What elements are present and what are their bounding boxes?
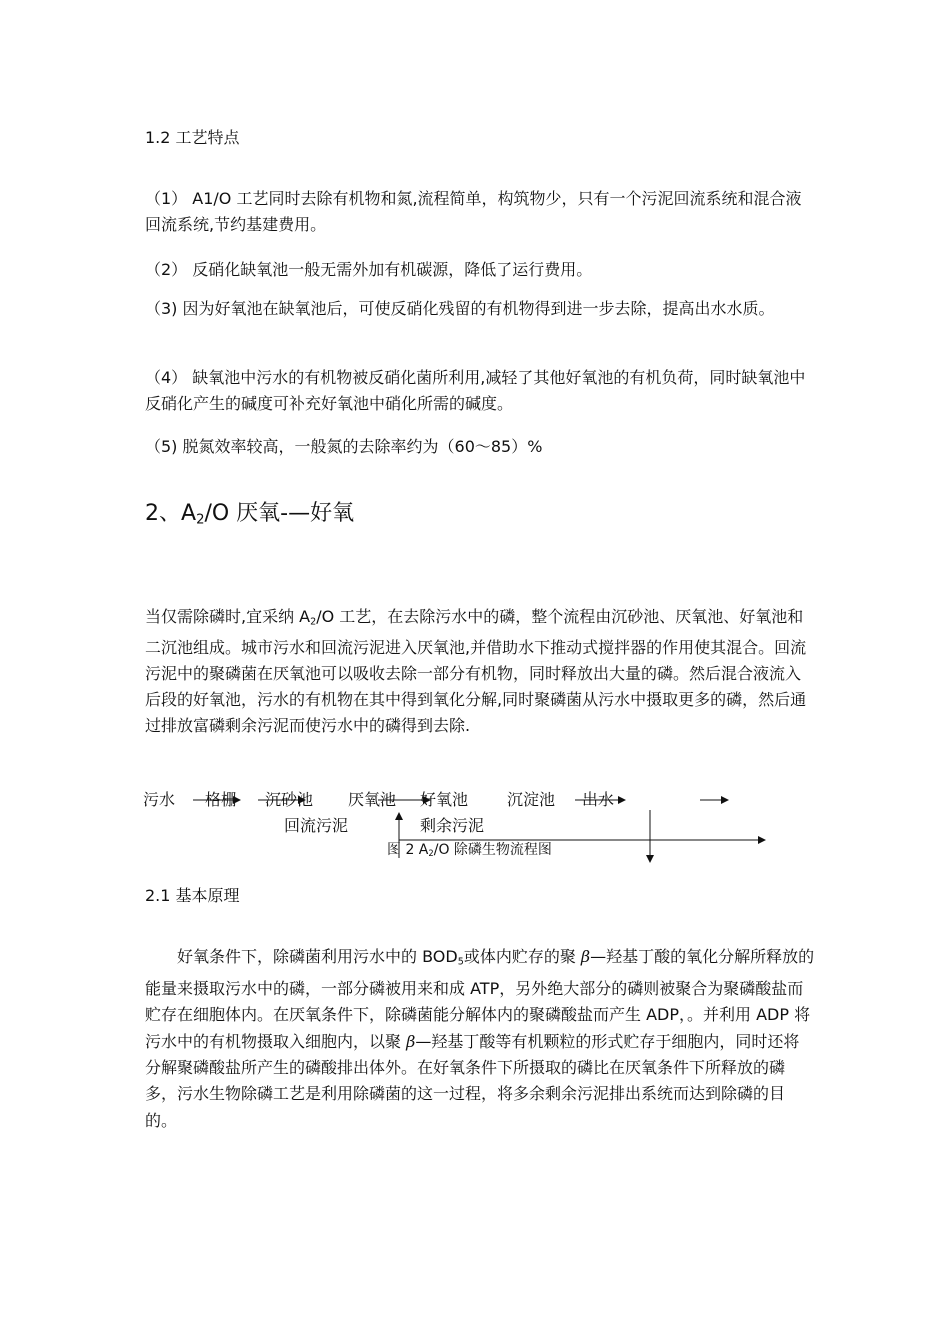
flow-node-grille: 格栅 — [205, 790, 238, 809]
figure-caption: 图 2 $A_2/O$ 除磷生物流程图 — [387, 842, 552, 859]
feature-item-1: （1） A1/O 工艺同时去除有机物和氮,流程简单，构筑物少，只有一个污泥回流系统和混合液回流系统,节约基建费用。 — [145, 189, 802, 234]
section-2-intro: 当仅需除磷时,宜采纳 $A_2/O$ 工艺，在去除污水中的磷，整个流程由沉砂池、厌氧池、好氧池和二沉池组成。城市污水和回流污泥进入厌氧池,并借助水下推动式搅拌器的作用使其混合。回流污泥中的聚磷菌在厌氧池可以吸收去除一部分有机物，同时释放出大量的磷。然后混合液流入后段的好氧池，污水的有机物在其中得到氧化分解,同时聚磷菌从污水中摄取更多的磷，然后通过排放富磷剩余污泥而使污水中的磷得到去除. — [145, 607, 807, 736]
feature-item-2: （2） 反硝化缺氧池一般无需外加有机碳源，降低了运行费用。 — [145, 260, 593, 279]
flow-return-sludge-label: 回流污泥 — [284, 816, 349, 835]
feature-item-5: （5) 脱氮效率较高，一般氮的去除率约为（60～85）% — [145, 437, 543, 456]
flow-node-settling-tank: 沉淀池 — [507, 790, 556, 809]
feature-item-3: （3) 因为好氧池在缺氧池后，可使反硝化残留的有机物得到进一步去除，提高出水水质。 — [145, 299, 775, 318]
flow-excess-sludge-label: 剩余污泥 — [420, 816, 485, 835]
flow-node-anaerobic-tank: 厌氧池 — [348, 790, 397, 809]
section-2-heading: 2、$A_2/O$ 厌氧-—好氧 — [145, 501, 355, 528]
feature-item-4: （4） 缺氧池中污水的有机物被反硝化菌所利用,减轻了其他好氧池的有机负荷，同时缺氧池中反硝化产生的碱度可补充好氧池中硝化所需的碱度。 — [145, 368, 806, 413]
flow-node-sewage: 污水 — [143, 790, 176, 809]
flow-diagram-arrows — [0, 780, 950, 880]
flow-node-effluent: 出水 — [582, 790, 615, 809]
flow-node-grit-chamber: 沉砂池 — [265, 790, 314, 809]
flow-node-aerobic-tank: 好氧池 — [420, 790, 469, 809]
beta-symbol-2: β — [406, 1031, 416, 1051]
beta-symbol: β — [580, 947, 591, 966]
basic-principle-paragraph: 好氧条件下，除磷菌利用污水中的 $BOD_5$或体内贮存的聚 β—羟基丁酸的氧化分解所释放的能量来摄取污水中的磷，一部分磷被用来和成 ATP，另外绝大部分的磷则被聚合为聚磷酸盐而贮存在细胞体内。在厌氧条件下，除磷菌能分解体内的聚磷酸盐而产生 ADP，。并利用 ADP 将污水中的有机物摄取入细胞内，以聚 β—羟基丁酸等有机颗粒的形式贮存于细胞内，同时还将分解聚磷酸盐所产生的磷酸排出体外。在好氧条件下所摄取的磷比在厌氧条件下所释放的磷多，污水生物除磷工艺是利用除磷菌的这一过程，将多余剩余污泥排出系统而达到除磷的目的。 — [145, 947, 815, 1130]
section-2-1-heading: 2.1 基本原理 — [145, 886, 240, 905]
section-1-2-heading: 1.2 工艺特点 — [145, 128, 240, 147]
